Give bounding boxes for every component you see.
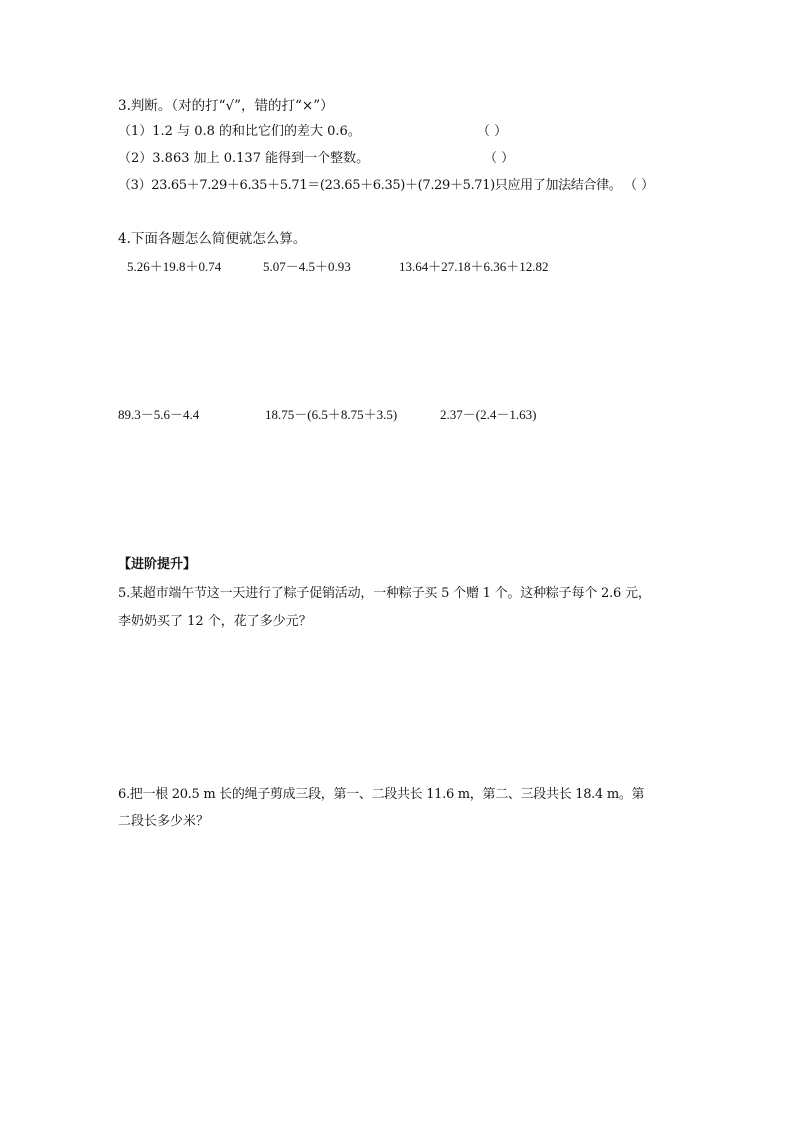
advanced-section-title: 【进阶提升】 — [118, 557, 197, 572]
q4-expression-5: 18.75－(6.5＋8.75＋3.5) — [265, 407, 398, 422]
q4-heading: 4.下面各题怎么简便就怎么算。 — [118, 231, 307, 247]
q4-expression-2: 5.07－4.5＋0.93 — [263, 259, 351, 274]
q6-line-1: 6.把一根 20.5 m 长的绳子剪成三段，第一、二段共长 11.6 m，第二、三段共长 18.4 m。第 — [118, 787, 645, 802]
q3-item-1-answer-blank[interactable]: （ ） — [477, 124, 508, 139]
q5-line-2: 李奶奶买了 12 个，花了多少元？ — [118, 614, 312, 629]
q3-item-3-answer-blank[interactable]: （ ） — [624, 178, 655, 193]
q3-item-1-text: （1）1.2 与 0.8 的和比它们的差大 0.6。 — [118, 124, 361, 139]
q3-item-2-text: （2）3.863 加上 0.137 能得到一个整数。 — [118, 151, 370, 166]
q3-item-2-answer-blank[interactable]: （ ） — [484, 151, 515, 166]
q4-expression-4: 89.3－5.6－4.4 — [118, 407, 200, 422]
q5-line-1: 5.某超市端午节这一天进行了粽子促销活动，一种粽子买 5 个赠 1 个。这种粽子每个 2.6 元， — [118, 586, 651, 601]
q6-line-2: 二段长多少米？ — [118, 814, 210, 829]
q4-expression-6: 2.37－(2.4－1.63) — [440, 407, 537, 422]
q4-expression-1: 5.26＋19.8＋0.74 — [127, 259, 222, 274]
q3-heading: 3.判断。（对的打“√”，错的打“×”） — [118, 98, 334, 114]
q3-item-3-text: （3）23.65＋7.29＋6.35＋5.71＝(23.65＋6.35)＋(7.29＋5.71)只应用了加法结合律。 — [118, 178, 622, 193]
q4-expression-3: 13.64＋27.18＋6.36＋12.82 — [399, 259, 549, 274]
